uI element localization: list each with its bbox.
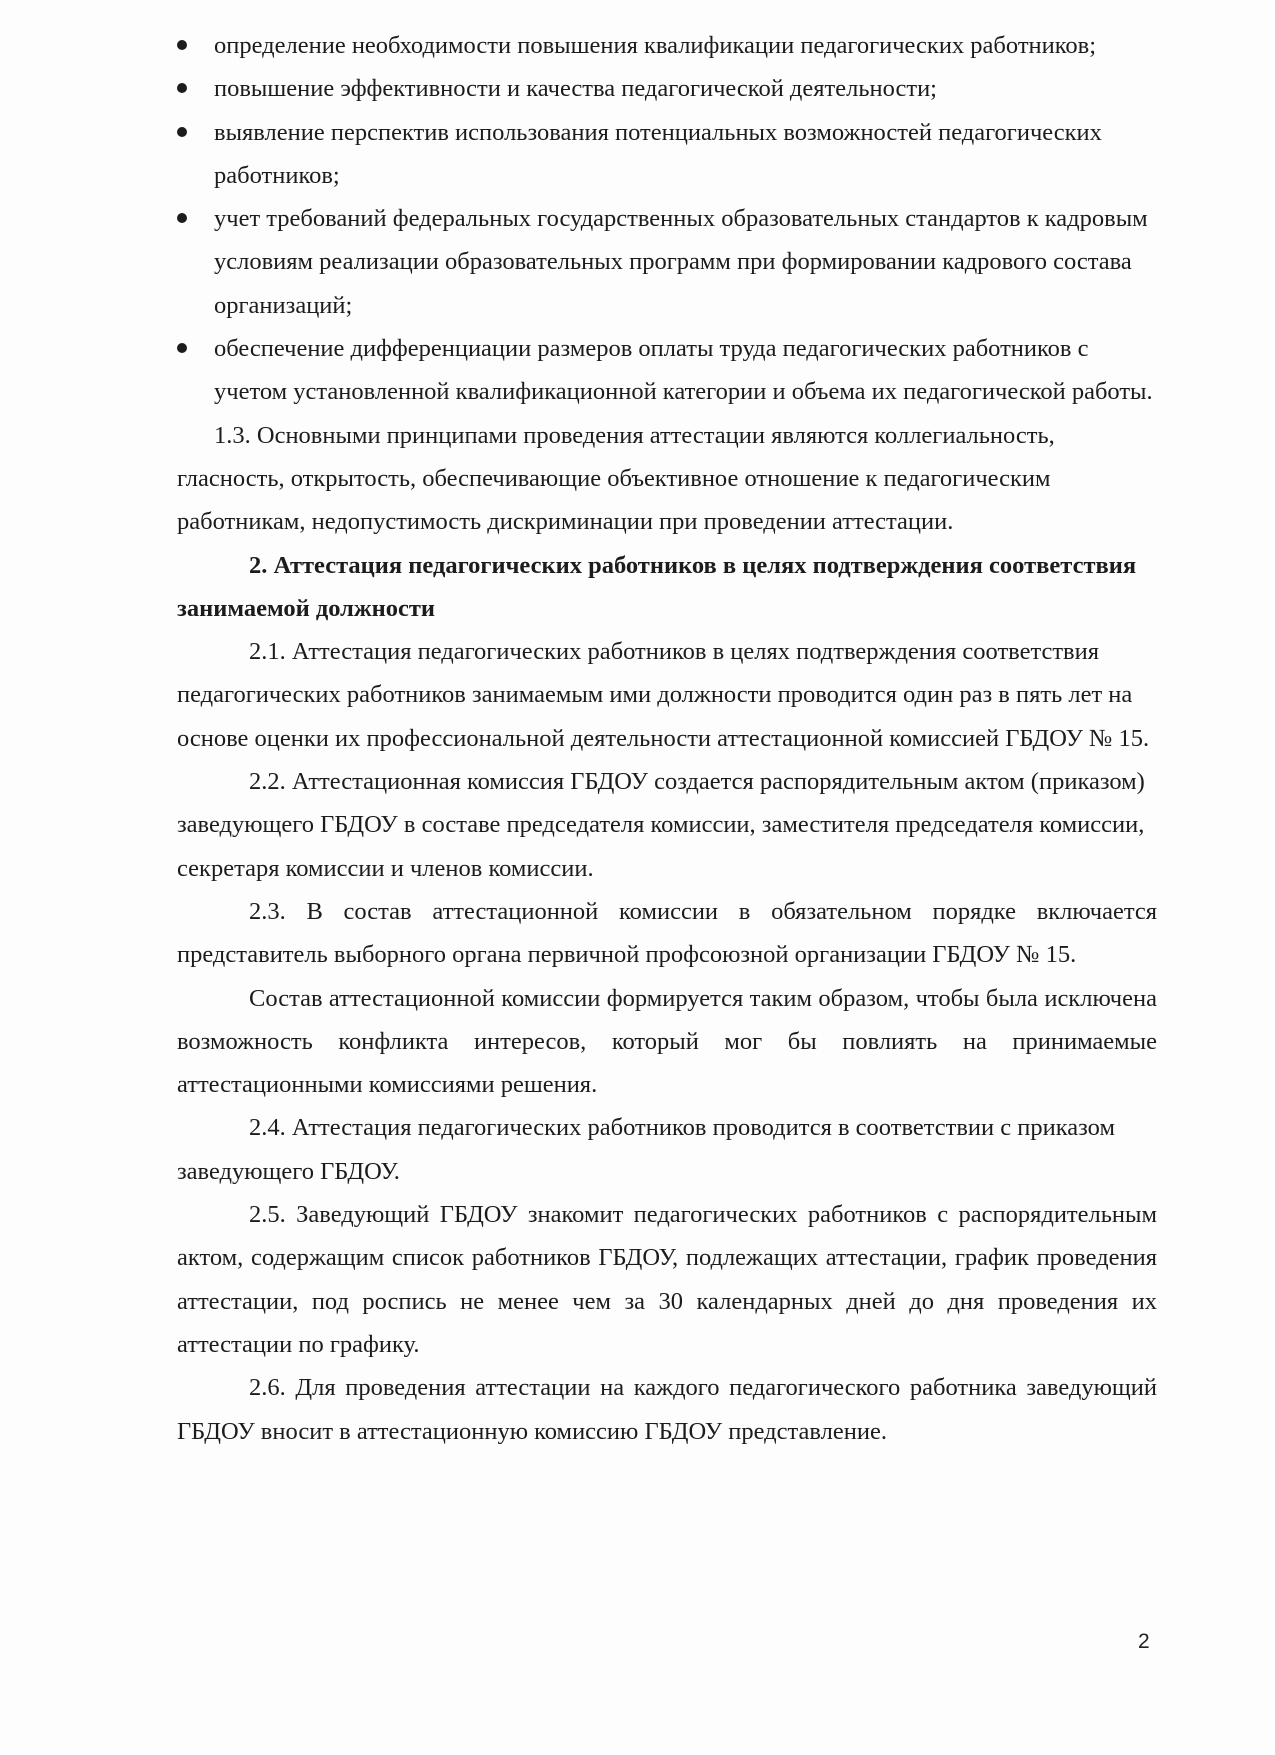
- bullet-icon: [177, 127, 187, 137]
- list-item: [177, 197, 1157, 327]
- list-item-text: выявление перспектив использования потенциальных возможностей педагогических работников;: [214, 118, 1102, 189]
- paragraph-2-6: 2.6. Для проведения аттестации на каждого педагогического работника заведующий ГБДОУ вносит в аттестационную комиссию ГБДОУ представление.: [177, 1374, 1157, 1445]
- list-item: [177, 111, 1157, 198]
- list-item-text: обеспечение дифференциации размеров оплаты труда педагогических работников с учетом установленной квалификационной категории и объема их педагогической работы.: [214, 335, 1153, 406]
- list-item-text: повышение эффективности и качества педагогической деятельности;: [214, 75, 937, 103]
- paragraph-2-5: 2.5. Заведующий ГБДОУ знакомит педагогических работников с распорядительным актом, содержащим список работников ГБДОУ, подлежащих аттестации, график проведения аттестации, под роспись не менее чем за 30 календарных дней до дня проведения их аттестации по графику.: [177, 1201, 1157, 1358]
- bullet-icon: [177, 213, 187, 223]
- paragraph-2-2: 2.2. Аттестационная комиссия ГБДОУ создается распорядительным актом (приказом) заведующего ГБДОУ в составе председателя комиссии, заместителя председателя комиссии, секретаря комиссии и членов комиссии.: [177, 768, 1145, 882]
- paragraph-2-1: 2.1. Аттестация педагогических работников в целях подтверждения соответствия педагогических работников занимаемым ими должности проводится один раз в пять лет на основе оценки их профессиональной деятельности аттестационной комиссией ГБДОУ № 15.: [177, 638, 1150, 752]
- section-2-heading: 2. Аттестация педагогических работников в целях подтверждения соответствия занимаемой должности: [177, 551, 1137, 622]
- paragraph-1-3: 1.3. Основными принципами проведения аттестации являются коллегиальность, гласность, открытость, обеспечивающие объективное отношение к педагогическим работникам, недопустимость дискриминации при проведении аттестации.: [177, 421, 1055, 536]
- paragraph-2-3: 2.3. В состав аттестационной комиссии в обязательном порядке включается представитель выборного органа первичной профсоюзной организации ГБДОУ № 15.: [177, 897, 1157, 969]
- bullet-icon: [177, 40, 187, 50]
- bullet-icon: [177, 83, 187, 93]
- list-item-text: учет требований федеральных государственных образовательных стандартов к кадровым условиям реализации образовательных программ при формировании кадрового состава организаций;: [214, 205, 1148, 319]
- list-item: [177, 327, 1157, 414]
- list-item-text: определение необходимости повышения квалификации педагогических работников;: [214, 32, 1097, 59]
- paragraph-2-3-composition: Состав аттестационной комиссии формируется таким образом, чтобы была исключена возможность конфликта интересов, который мог бы повлиять на принимаемые аттестационными комиссиями решения.: [177, 984, 1157, 1099]
- page-body: [177, 24, 1157, 1453]
- paragraph-2-4: 2.4. Аттестация педагогических работников проводится в соответствии с приказом заведующего ГБДОУ.: [177, 1114, 1115, 1185]
- list-item: [177, 67, 1157, 110]
- list-item: [177, 24, 1157, 67]
- goals-list: [177, 24, 1157, 414]
- bullet-icon: [177, 343, 187, 353]
- page-number: 2: [1138, 1630, 1150, 1653]
